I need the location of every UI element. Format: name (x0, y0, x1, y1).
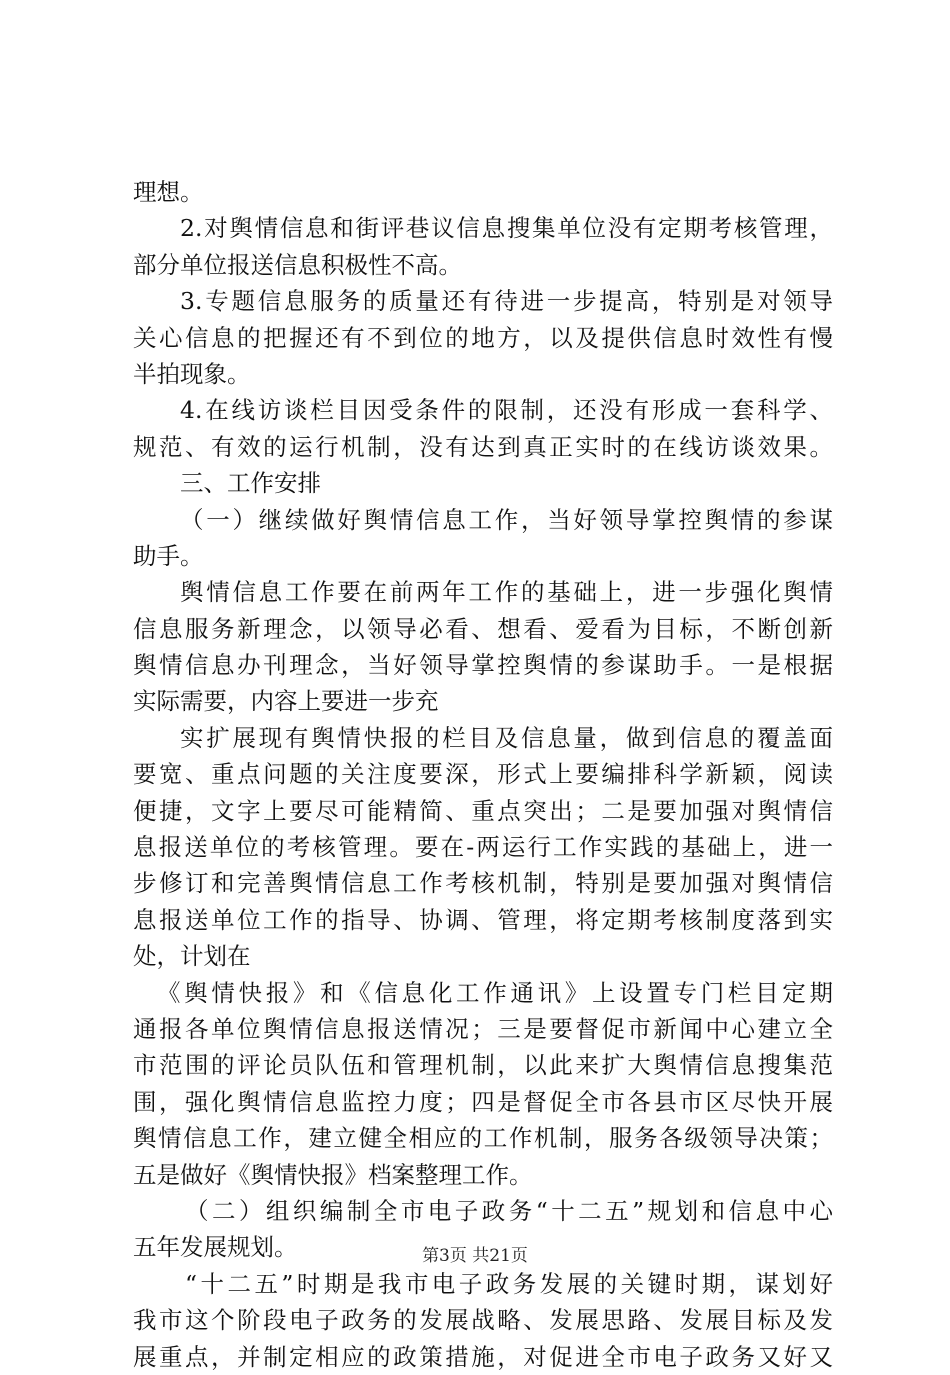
text-line: 市范围的评论员队伍和管理机制，以此来扩大舆情信息搜集范 (133, 1051, 833, 1080)
text-line: 信息服务新理念，以领导必看、想看、爱看为目标，不断创新 (133, 614, 833, 643)
text-line: “十二五”时期是我市电子政务发展的关键时期，谋划好 (185, 1269, 833, 1298)
text-line: 三、工作安排 (180, 469, 321, 498)
text-line: 围，强化舆情信息监控力度；四是督促全市各县市区尽快开展 (133, 1087, 833, 1116)
text-line: 半拍现象。 (133, 359, 251, 388)
text-line: 通报各单位舆情信息报送情况；三是要督促市新闻中心建立全 (133, 1014, 833, 1043)
text-line: 我市这个阶段电子政务的发展战略、发展思路、发展目标及发 (133, 1306, 833, 1335)
text-line: 3.专题信息服务的质量还有待进一步提高，特别是对领导 (180, 287, 833, 316)
text-line: 息报送单位工作的指导、协调、管理，将定期考核制度落到实 (133, 905, 833, 934)
text-line: 关心信息的把握还有不到位的地方，以及提供信息时效性有慢 (133, 323, 833, 352)
text-line: 舆情信息办刊理念，当好领导掌控舆情的参谋助手。一是根据 (133, 651, 833, 680)
text-line: 息报送单位的考核管理。要在-两运行工作实践的基础上，进一 (133, 833, 833, 862)
text-line: 五是做好《舆情快报》档案整理工作。 (133, 1160, 533, 1189)
body-text (133, 174, 833, 1375)
text-line: 实际需要，内容上要进一步充 (133, 687, 439, 716)
text-line: 舆情信息工作，建立健全相应的工作机制，服务各级领导决策； (133, 1124, 833, 1153)
text-line: 实扩展现有舆情快报的栏目及信息量，做到信息的覆盖面 (180, 723, 833, 752)
text-line: 步修订和完善舆情信息工作考核机制，特别是要加强对舆情信 (133, 869, 833, 898)
text-line: 规范、有效的运行机制，没有达到真正实时的在线访谈效果。 (133, 432, 833, 461)
text-line: 舆情信息工作要在前两年工作的基础上，进一步强化舆情 (180, 578, 833, 607)
text-line: 部分单位报送信息积极性不高。 (133, 250, 462, 279)
text-line: 理想。 (133, 178, 204, 206)
text-line: （一）继续做好舆情信息工作，当好领导掌控舆情的参谋 (180, 505, 833, 534)
text-line: 便捷，文字上要尽可能精简、重点突出；二是要加强对舆情信 (133, 796, 833, 825)
text-line: （二）组织编制全市电子政务“十二五”规划和信息中心 (185, 1196, 833, 1225)
text-line: 《舆情快报》和《信息化工作通讯》上设置专门栏目定期 (157, 978, 833, 1007)
text-line: 处，计划在 (133, 942, 251, 971)
text-line: 4.在线访谈栏目因受条件的限制，还没有形成一套科学、 (180, 396, 833, 425)
page-footer: 第3页 共21页 (422, 1246, 528, 1266)
text-line: 展重点，并制定相应的政策措施，对促进全市电子政务又好又 (133, 1342, 833, 1371)
text-line: 五年发展规划。 (133, 1233, 298, 1262)
text-line: 要宽、重点问题的关注度要深，形式上要编排科学新颖，阅读 (133, 760, 833, 789)
text-line: 助手。 (133, 541, 204, 570)
text-line: 2.对舆情信息和街评巷议信息搜集单位没有定期考核管理， (180, 214, 833, 243)
